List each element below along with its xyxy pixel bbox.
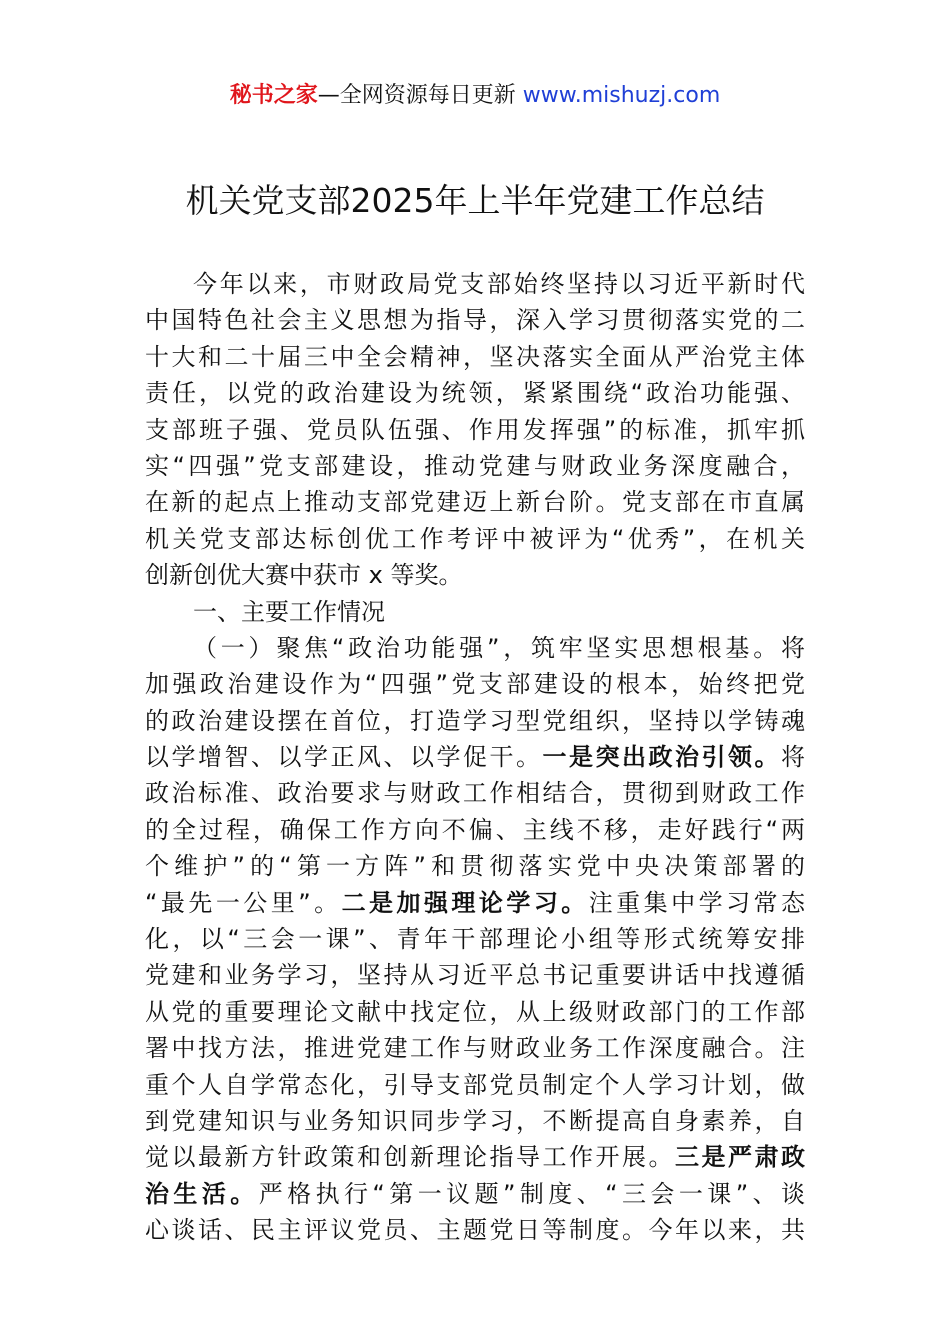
paragraph-line: 署中找方法，推进党建工作与财政业务工作深度融合。注 <box>145 1034 805 1063</box>
brand-name: 秘书之家 <box>229 83 318 108</box>
paragraph-line: 十大和二十届三中全会精神，坚决落实全面从严治党主体 <box>145 342 805 371</box>
text-run: 将 <box>781 743 805 772</box>
paragraph-line: 创新创优大赛中获市 x 等奖。 <box>145 561 463 590</box>
paragraph-line: 的政治建设摆在首位，打造学习型党组织，坚持以学铸魂 <box>145 706 805 735</box>
section-heading: 一、主要工作情况 <box>193 597 385 626</box>
document-title: 机关党支部2025年上半年党建工作总结 <box>185 181 765 220</box>
paragraph-line: 中国特色社会主义思想为指导，深入学习贯彻落实党的二 <box>145 306 805 335</box>
bold-subheading: 治生活。 <box>145 1179 259 1208</box>
paragraph-line <box>145 1139 805 1175</box>
paragraph-line: 个维护”的“第一方阵”和贯彻落实党中央决策部署的 <box>145 852 805 881</box>
text-run: 觉以最新方针政策和创新理论指导工作开展。 <box>145 1143 675 1172</box>
text-run: 注重集中学习常态 <box>588 888 805 917</box>
paragraph-line: （一）聚焦“政治功能强”，筑牢坚实思想根基。将 <box>193 633 805 662</box>
intro-paragraph <box>145 266 805 594</box>
paragraph-line: 责任，以党的政治建设为统领，紧紧围绕“政治功能强、 <box>145 379 805 408</box>
paragraph-line: 实“四强”党支部建设，推动党建与财政业务深度融合， <box>145 451 805 480</box>
paragraph-line <box>145 739 805 775</box>
paragraph-line: 支部班子强、党员队伍强、作用发挥强”的标准，抓牢抓 <box>145 415 805 444</box>
work-paragraph <box>145 630 805 1249</box>
paragraph-line: 重个人自学常态化，引导支部党员制定个人学习计划，做 <box>145 1070 805 1099</box>
paragraph-line: 化，以“三会一课”、青年干部理论小组等形式统筹安排 <box>145 925 805 954</box>
paragraph-line: 从党的重要理论文献中找定位，从上级财政部门的工作部 <box>145 997 805 1026</box>
paragraph-line: 党建和业务学习，坚持从习近平总书记重要讲话中找遵循 <box>145 961 805 990</box>
bold-subheading: 三是严肃政 <box>675 1143 805 1172</box>
paragraph-line: 政治标准、政治要求与财政工作相结合，贯彻到财政工作 <box>145 779 805 808</box>
paragraph-line: 今年以来，市财政局党支部始终坚持以习近平新时代 <box>193 270 805 298</box>
site-header <box>0 80 950 112</box>
bold-subheading: 一是突出政治引领。 <box>542 743 781 772</box>
paragraph-line: 在新的起点上推动支部党建迈上新台阶。党支部在市直属 <box>145 488 805 517</box>
paragraph-line: 心谈话、民主评议党员、主题党日等制度。今年以来，共 <box>145 1216 805 1245</box>
site-url-link[interactable]: www.mishuzj.com <box>522 83 721 108</box>
paragraph-line: 机关党支部达标创优工作考评中被评为“优秀”，在机关 <box>145 524 805 553</box>
paragraph-line: 加强政治建设作为“四强”党支部建设的根本，始终把党 <box>145 670 805 699</box>
bold-subheading: 二是加强理论学习。 <box>341 888 589 917</box>
paragraph-line <box>145 1176 805 1212</box>
text-run: “最先一公里”。 <box>145 888 342 917</box>
paragraph-line <box>145 885 805 921</box>
document-body <box>145 266 805 1249</box>
text-run: 严格执行“第一议题”制度、“三会一课”、谈 <box>258 1179 805 1208</box>
paragraph-line: 的全过程，确保工作方向不偏、主线不移，走好践行“两 <box>145 815 805 844</box>
text-run: 以学增智、以学正风、以学促干。 <box>145 743 543 772</box>
header-slogan: —全网资源每日更新 <box>317 83 523 108</box>
paragraph-line: 到党建知识与业务知识同步学习，不断提高自身素养，自 <box>145 1106 805 1135</box>
